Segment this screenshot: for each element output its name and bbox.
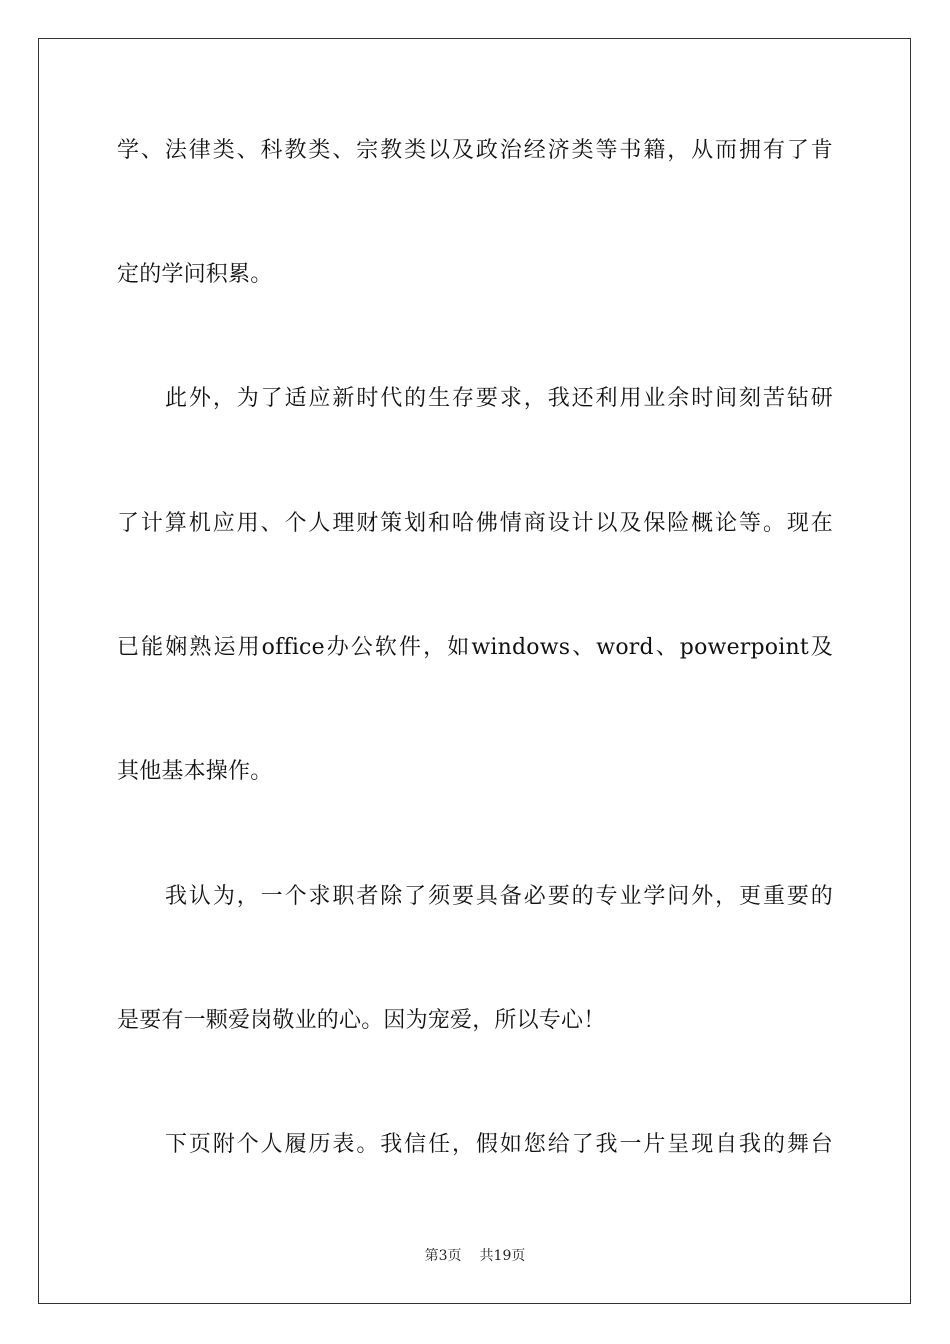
total-pages: 共19页 [479, 1248, 526, 1264]
page-number: 第3页 [424, 1248, 462, 1264]
text-line-2: 定的学问积累。 [117, 262, 273, 287]
paragraph-start-line-7: 我认为，一个求职者除了须要具备必要的专业学问外，更重要的 [165, 884, 833, 909]
text-line-8: 是要有一颗爱岗敬业的心。因为宠爱，所以专心！ [117, 1008, 606, 1033]
text-line-5: 已能娴熟运用office办公软件，如windows、word、powerpoint及 [117, 635, 833, 660]
paragraph-start-line-3: 此外，为了适应新时代的生存要求，我还利用业余时间刻苦钻研 [165, 386, 833, 411]
page-border [38, 38, 911, 1304]
page-footer [0, 1246, 950, 1266]
paragraph-start-line-9: 下页附个人履历表。我信任，假如您给了我一片呈现自我的舞台 [165, 1132, 833, 1157]
text-line-6: 其他基本操作。 [117, 759, 273, 784]
text-line-1: 学、法律类、科教类、宗教类以及政治经济类等书籍，从而拥有了肯 [117, 138, 833, 163]
text-line-4: 了计算机应用、个人理财策划和哈佛情商设计以及保险概论等。现在 [117, 511, 833, 536]
